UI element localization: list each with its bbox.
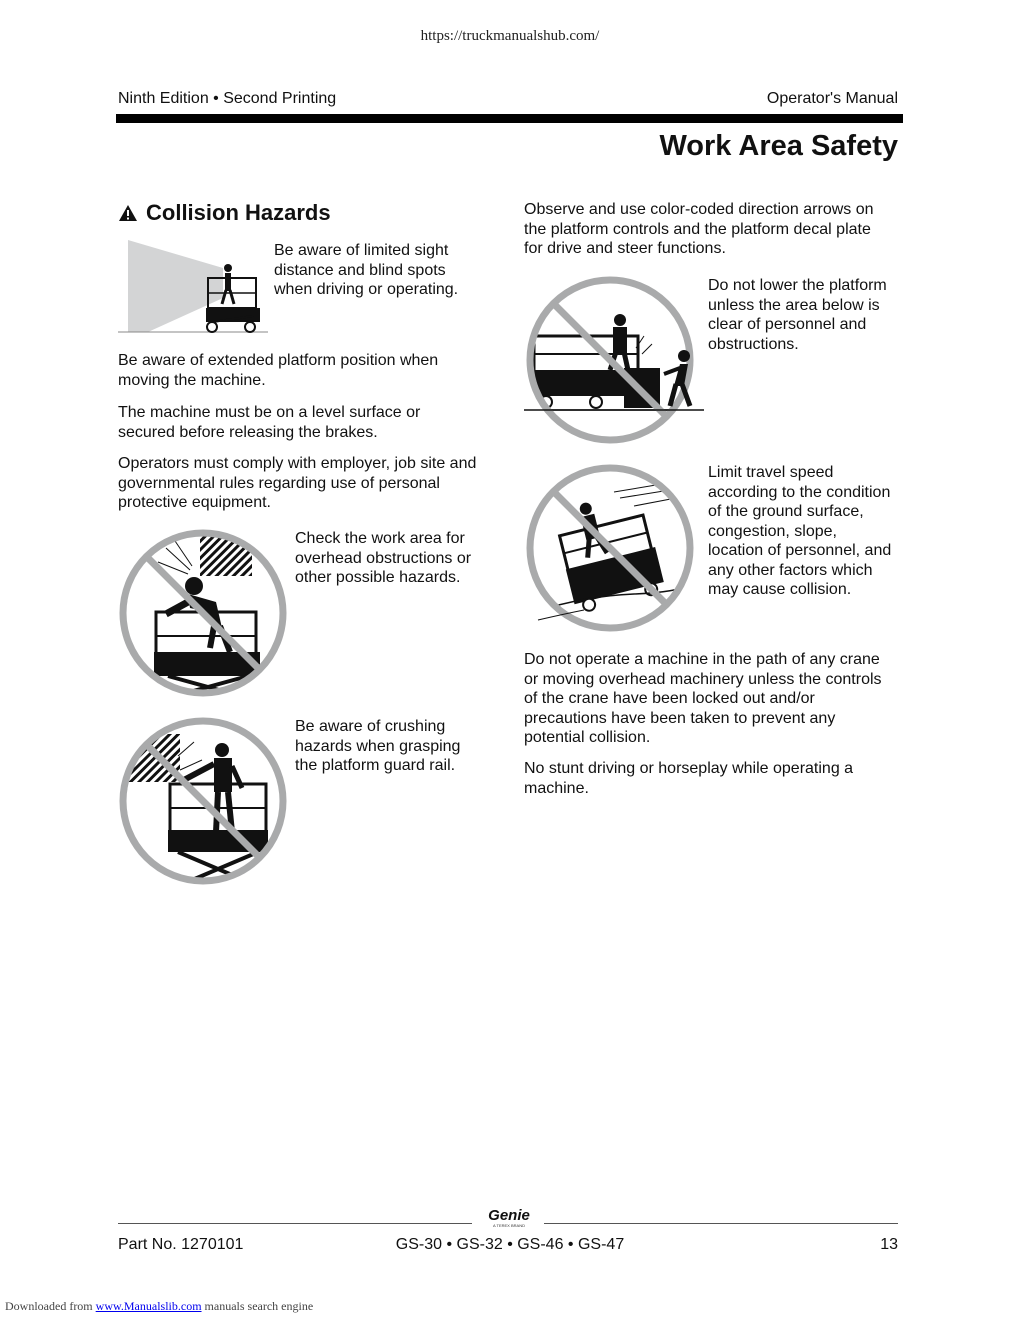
overhead-obstruction-caption: Check the work area for overhead obstructions or other possible hazards.	[295, 530, 472, 586]
edition-label: Ninth Edition • Second Printing	[118, 90, 337, 107]
model-list: GS-30 • GS-32 • GS-46 • GS-47	[395, 1236, 625, 1253]
part-number: Part No. 1270101	[118, 1236, 244, 1253]
level-surface-paragraph: The machine must be on a level surface or secured before releasing the brakes.	[118, 404, 421, 441]
download-prefix: Downloaded from	[5, 1299, 96, 1313]
svg-text:Genie: Genie	[488, 1207, 530, 1224]
blind-spot-illustration	[118, 238, 270, 336]
section-heading	[118, 200, 331, 226]
page-title: Work Area Safety	[659, 130, 898, 162]
lowering-platform-caption: Do not lower the platform unless the area below is clear of personnel and obstructions.	[708, 277, 887, 353]
blind-spot-caption: Be aware of limited sight distance and blind spots when driving or operating.	[274, 242, 459, 298]
overhead-obstruction-illustration	[118, 528, 290, 700]
travel-speed-caption: Limit travel speed according to the condition of the ground surface, congestion, slope, location of personnel, and any other factors which may cause collision.	[708, 464, 892, 598]
svg-text:A TEREX BRAND: A TEREX BRAND	[493, 1223, 525, 1228]
crushing-hazard-illustration	[118, 716, 290, 888]
travel-speed-illustration	[524, 462, 696, 634]
footer-rule-left	[118, 1223, 472, 1224]
section-title: Collision Hazards	[146, 200, 331, 225]
lowering-platform-illustration	[524, 274, 706, 446]
crushing-hazard-caption: Be aware of crushing hazards when grasping the platform guard rail.	[295, 718, 461, 774]
ppe-paragraph: Operators must comply with employer, job site and governmental rules regarding use of personal protective equipment.	[118, 455, 477, 511]
page-number: 13	[880, 1236, 898, 1253]
download-note	[5, 1299, 313, 1314]
crane-path-paragraph: Do not operate a machine in the path of any crane or moving overhead machinery unless the controls of the crane have been locked out and/or precautions have been taken to prevent any potential collision.	[524, 651, 882, 746]
manualslib-link[interactable]: www.Manualslib.com	[95, 1299, 202, 1313]
platform-position-paragraph: Be aware of extended platform position when moving the machine.	[118, 352, 439, 389]
manual-label: Operator's Manual	[766, 90, 898, 107]
header-rule	[116, 114, 903, 123]
footer-rule-right	[544, 1223, 898, 1224]
download-suffix: manuals search engine	[201, 1299, 314, 1313]
stunt-driving-paragraph: No stunt driving or horseplay while operating a machine.	[524, 760, 854, 797]
genie-logo	[478, 1206, 540, 1228]
source-url[interactable]: https://truckmanualshub.com/	[420, 28, 600, 44]
warning-triangle-icon	[118, 203, 138, 223]
direction-arrows-paragraph: Observe and use color-coded direction arrows on the platform controls and the platform decal plate for drive and steer functions.	[524, 201, 874, 257]
